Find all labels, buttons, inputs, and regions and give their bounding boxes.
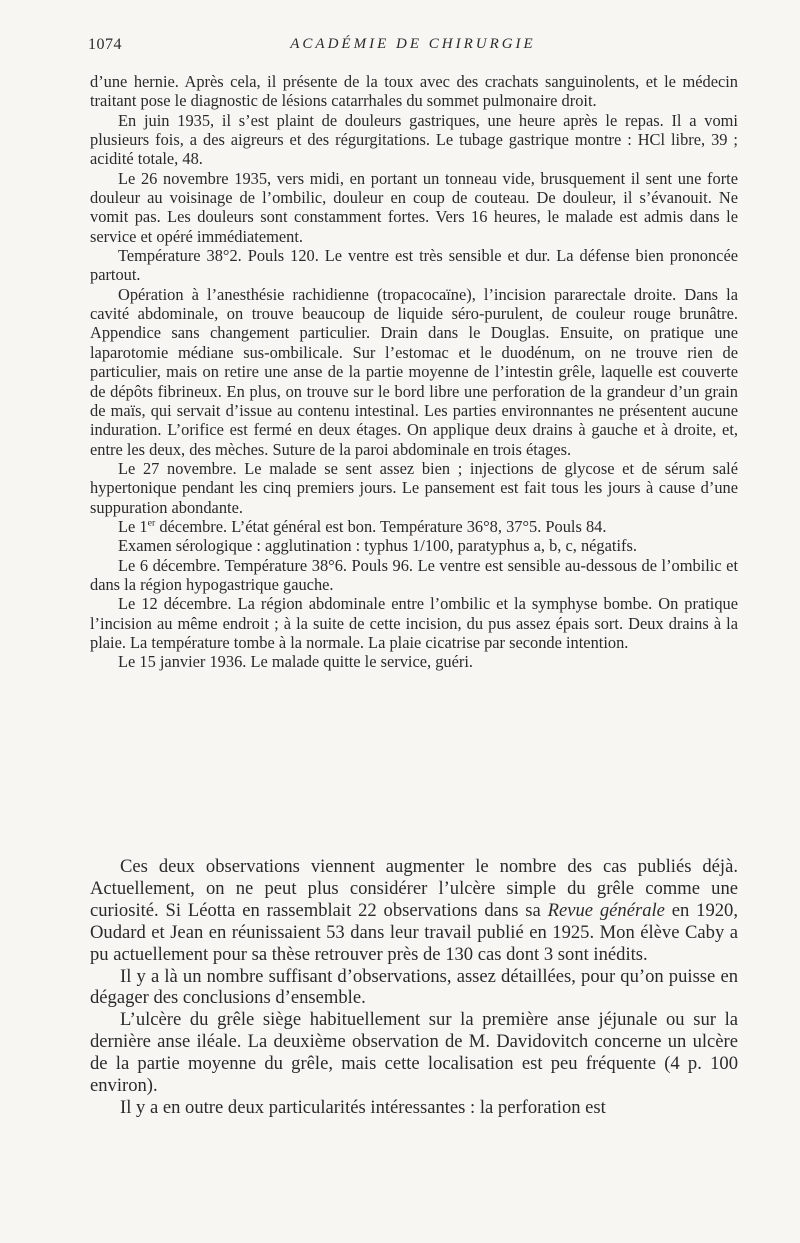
journal-title: Revue générale (547, 899, 665, 921)
observation-paragraph: Le 26 novembre 1935, vers midi, en portant un tonneau vide, brusquement il sent une forte douleur au voisinage de l’ombilic, douleur en coup de couteau. De douleur, il s’évanouit. Ne vomit pas. Les douleurs sont constamment fortes. Vers 16 heures, le malade est admis dans le service et opéré immédiatement. (90, 168, 738, 246)
observation-paragraph: Le 6 décembre. Température 38°6. Pouls 96. Le ventre est sensible au-dessous de l’ombilic et dans la région hypogastrique gauche. (90, 555, 738, 594)
observation-paragraph: Le 15 janvier 1936. Le malade quitte le service, guéri. (118, 652, 473, 672)
discussion-text (90, 856, 738, 1119)
observation-paragraph: d’une hernie. Après cela, il présente de la toux avec des crachats sanguinolents, et le médecin traitant pose le diagnostic de lésions catarrhales du sommet pulmonaire droit. (90, 72, 738, 111)
text-fragment: Le 1 (118, 516, 148, 536)
text-fragment: en 1920, Oudard et Jean en réunissaient 53 dans leur travail publié en 1925. Mon élève Caby a pu actuellement pour sa thèse retrouver près de 130 cas dont 3 sont inédits. (90, 899, 739, 965)
text-fragment: Ces deux observations viennent augmenter le nombre des cas publiés déjà. Actuellement, on ne peut plus considérer l’ulcère simple du grêle comme une curiosité. Si Léotta en rassemblait 22 observations dans sa (90, 856, 738, 921)
observation-paragraph: Le 27 novembre. Le malade se sent assez bien ; injections de glycose et de sérum salé hypertonique pendant les cinq premiers jours. Le pansement est fait tous les jours à cause d’une suppuration abondante. (90, 458, 738, 517)
observation-paragraph: Opération à l’anesthésie rachidienne (tropacocaïne), l’incision pararectale droite. Dans la cavité abdominale, on trouve beaucoup de liquide séro-purulent, de couleur rouge brunâtre. Appendice sans changement particulier. Drain dans le Douglas. Ensuite, on pratique une laparotomie médiane sus-ombilicale. Sur l’estomac et le duodénum, on ne trouve rien de particulier, mais on retire une anse de la partie moyenne de l’intestin grêle, laquelle est couverte de dépôts fibrineux. En plus, on trouve sur le bord libre une perforation de la grandeur d’un grain de maïs, qui servait d’issue au contenu intestinal. Les parties environnantes ne présentent aucune induration. L’orifice est fermé en deux étages. On applique deux drains à gauche et à droite, et, entre les deux, des mèches. Suture de la paroi abdominale en trois étages. (90, 284, 738, 459)
discussion-paragraph: Il y a là un nombre suffisant d’observations, assez détaillées, pour qu’on puisse en dégager des conclusions d’ensemble. (90, 965, 738, 1009)
observation-paragraph: Le 12 décembre. La région abdominale entre l’ombilic et la symphyse bombe. On pratique l’incision au même endroit ; à la suite de cette incision, du pus assez épais sort. Deux drains à la plaie. La température tombe à la normale. La plaie cicatrise par seconde intention. (90, 594, 738, 652)
observation-paragraph: Température 38°2. Pouls 120. Le ventre est très sensible et dur. La défense bien prononcée partout. (90, 246, 738, 285)
page-header (88, 36, 738, 58)
discussion-paragraph: Il y a en outre deux particularités intéressantes : la perforation est (120, 1096, 606, 1118)
observation-paragraph: En juin 1935, il s’est plaint de douleurs gastriques, une heure après le repas. Il a vomi plusieurs fois, a des aigreurs et des régurgitations. Le tubage gastrique montre : HCl libre, 39 ; acidité totale, 48. (90, 110, 738, 169)
text-fragment: décembre. L’état général est bon. Température 36°8, 37°5. Pouls 84. (155, 516, 607, 536)
discussion-paragraph: L’ulcère du grêle siège habituellement sur la première anse jéjunale ou sur la dernière anse iléale. La deuxième observation de M. Davidovitch concerne un ulcère de la partie moyenne du grêle, mais cette localisation est peu fréquente (4 p. 100 environ). (90, 1009, 738, 1097)
observation-paragraph: Examen sérologique : agglutination : typhus 1/100, paratyphus a, b, c, négatifs. (118, 536, 637, 556)
observation-paragraph (90, 517, 738, 536)
ordinal-superscript: er (147, 517, 156, 529)
observation-text (90, 72, 738, 672)
page-number: 1074 (88, 36, 122, 53)
running-head: ACADÉMIE DE CHIRURGIE (290, 36, 536, 52)
discussion-paragraph (90, 856, 738, 966)
